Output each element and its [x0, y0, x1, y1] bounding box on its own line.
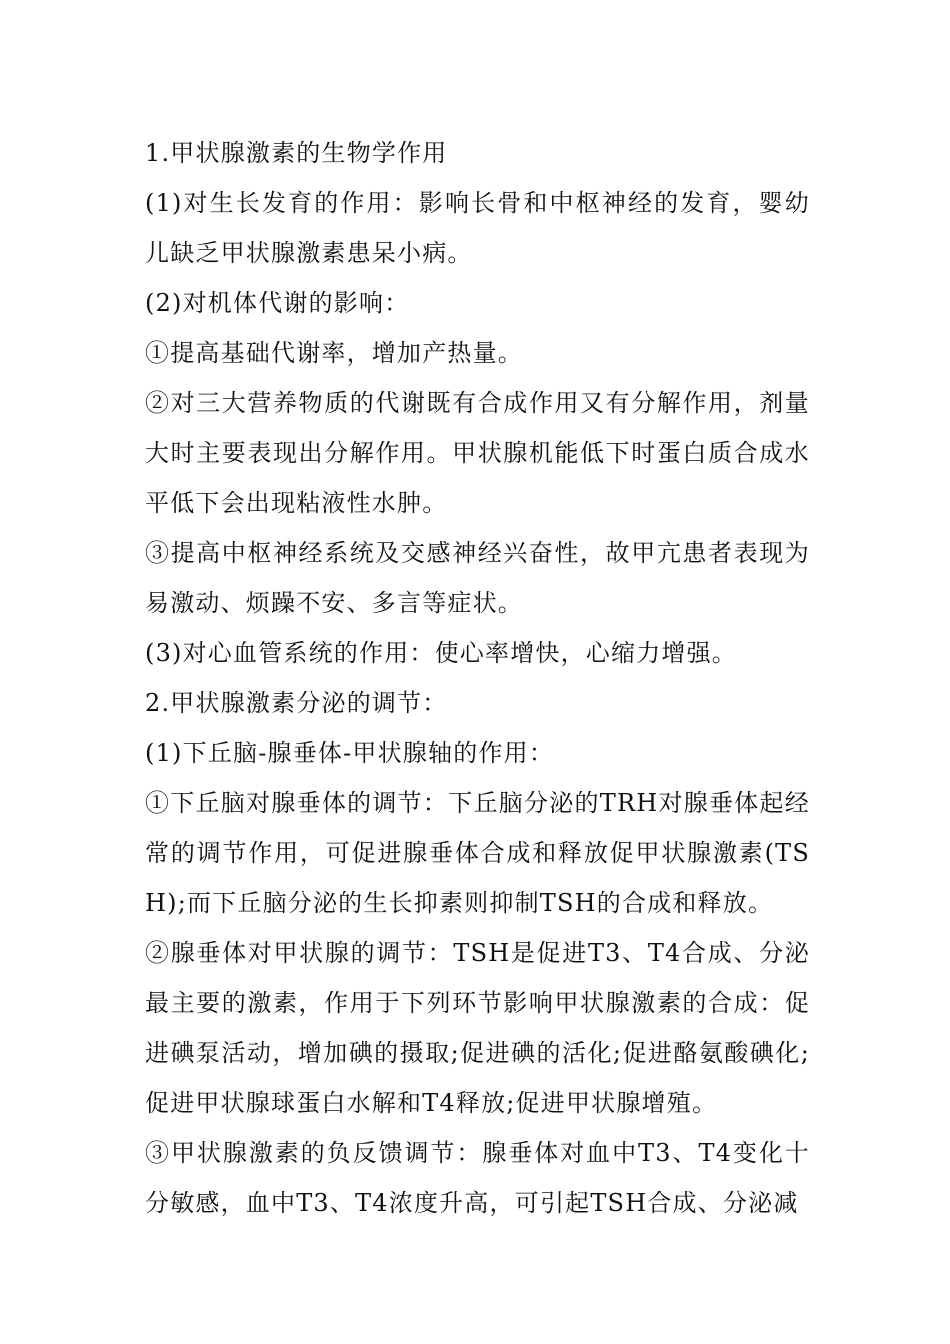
- heading-secretion-regulation: 2.甲状腺激素分泌的调节：: [145, 689, 448, 717]
- heading-biological-effects: 1.甲状腺激素的生物学作用: [145, 139, 448, 167]
- paragraph-axis-item-2: ②腺垂体对甲状腺的调节：TSH是促进T3、T4合成、分泌最主要的激素，作用于下列环节影响甲状腺激素的合成：促进碘泵活动，增加碘的摄取;促进碘的活化;促进酪氨酸碘化;促进甲状腺球蛋白水解和T4释放;促进甲状腺增殖。: [145, 939, 810, 1117]
- paragraph-growth-development: (1)对生长发育的作用：影响长骨和中枢神经的发育，婴幼儿缺乏甲状腺激素患呆小病。: [145, 189, 810, 267]
- paragraph-metabolism-item-1: ①提高基础代谢率，增加产热量。: [145, 339, 523, 367]
- paragraph-axis-item-3: ③甲状腺激素的负反馈调节：腺垂体对血中T3、T4变化十分敏感，血中T3、T4浓度升高，可引起TSH合成、分泌减: [145, 1139, 810, 1217]
- document-body: [145, 128, 810, 1228]
- paragraph-axis-heading: (1)下丘脑-腺垂体-甲状腺轴的作用：: [145, 739, 555, 767]
- paragraph-metabolism-item-2: ②对三大营养物质的代谢既有合成作用又有分解作用，剂量大时主要表现出分解作用。甲状腺机能低下时蛋白质合成水平低下会出现粘液性水肿。: [145, 389, 810, 517]
- paragraph-cardiovascular: (3)对心血管系统的作用：使心率增快，心缩力增强。: [145, 639, 737, 667]
- paragraph-axis-item-1: ①下丘脑对腺垂体的调节：下丘脑分泌的TRH对腺垂体起经常的调节作用，可促进腺垂体合成和释放促甲状腺激素(TSH);而下丘脑分泌的生长抑素则抑制TSH的合成和释放。: [145, 789, 810, 917]
- paragraph-metabolism-heading: (2)对机体代谢的影响：: [145, 289, 410, 317]
- paragraph-metabolism-item-3: ③提高中枢神经系统及交感神经兴奋性，故甲亢患者表现为易激动、烦躁不安、多言等症状。: [145, 539, 810, 617]
